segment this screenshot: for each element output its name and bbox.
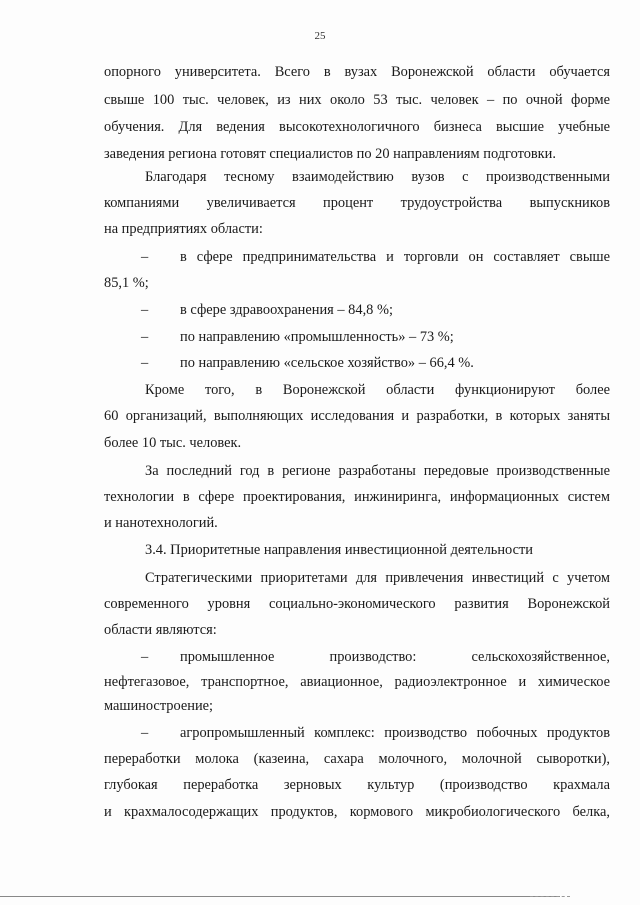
paragraph-line: Благодаря тесному взаимодействию вузов с производственными: [145, 169, 610, 185]
list-item-text: глубокая переработка зерновых культур (производство крахмала: [104, 777, 610, 793]
paragraph-line: и нанотехнологий.: [104, 515, 218, 531]
paragraph-line: свыше 100 тыс. человек, из них около 53 тыс. человек – по очной форме: [104, 92, 610, 108]
list-item-text: по направлению «сельское хозяйство» – 66,4 %.: [180, 355, 474, 371]
list-item-text: в сфере предпринимательства и торговли он составляет свыше: [180, 249, 610, 265]
list-dash: –: [141, 649, 149, 665]
scan-edge-dash: [530, 896, 570, 897]
paragraph-line: заведения региона готовят специалистов по 20 направлениям подготовки.: [104, 146, 556, 162]
list-item-text: нефтегазовое, транспортное, авиационное, радиоэлектронное и химическое: [104, 674, 610, 690]
paragraph-line: Кроме того, в Воронежской области функционируют более: [145, 382, 610, 398]
list-dash: –: [141, 725, 149, 741]
paragraph-line: обучения. Для ведения высокотехнологичного бизнеса высшие учебные: [104, 119, 610, 135]
paragraph-line: опорного университета. Всего в вузах Воронежской области обучается: [104, 64, 610, 80]
page-number: 25: [314, 30, 326, 42]
list-dash: –: [141, 355, 149, 371]
paragraph-line: области являются:: [104, 622, 217, 638]
paragraph-line: на предприятиях области:: [104, 221, 263, 237]
paragraph-line: 60 организаций, выполняющих исследования и разработки, в которых заняты: [104, 408, 610, 424]
list-item-text: переработки молока (казеина, сахара молочного, молочной сыворотки),: [104, 751, 610, 767]
list-dash: –: [141, 302, 149, 318]
paragraph-line: более 10 тыс. человек.: [104, 435, 242, 451]
list-item-text: по направлению «промышленность» – 73 %;: [180, 329, 454, 345]
paragraph-line: За последний год в регионе разработаны передовые производственные: [145, 463, 610, 479]
paragraph-line: современного уровня социально-экономического развития Воронежской: [104, 596, 610, 612]
paragraph-line: компаниями увеличивается процент трудоустройства выпускников: [104, 195, 610, 211]
list-dash: –: [141, 249, 149, 265]
list-item-text: агропромышленный комплекс: производство побочных продуктов: [180, 725, 610, 741]
paragraph-line: Стратегическими приоритетами для привлечения инвестиций с учетом: [145, 570, 610, 586]
paragraph-line: технологии в сфере проектирования, инжиниринга, информационных систем: [104, 489, 610, 505]
list-item-text: в сфере здравоохранения – 84,8 %;: [180, 302, 393, 318]
section-heading: 3.4. Приоритетные направления инвестиционной деятельности: [145, 542, 533, 558]
scan-edge-line: [0, 896, 560, 897]
list-item-text: и крахмалосодержащих продуктов, кормового микробиологического белка,: [104, 804, 610, 820]
list-item-text: 85,1 %;: [104, 275, 149, 291]
list-item-text: промышленное производство: сельскохозяйственное,: [180, 649, 610, 665]
list-item-text: машиностроение;: [104, 698, 214, 714]
list-dash: –: [141, 329, 149, 345]
